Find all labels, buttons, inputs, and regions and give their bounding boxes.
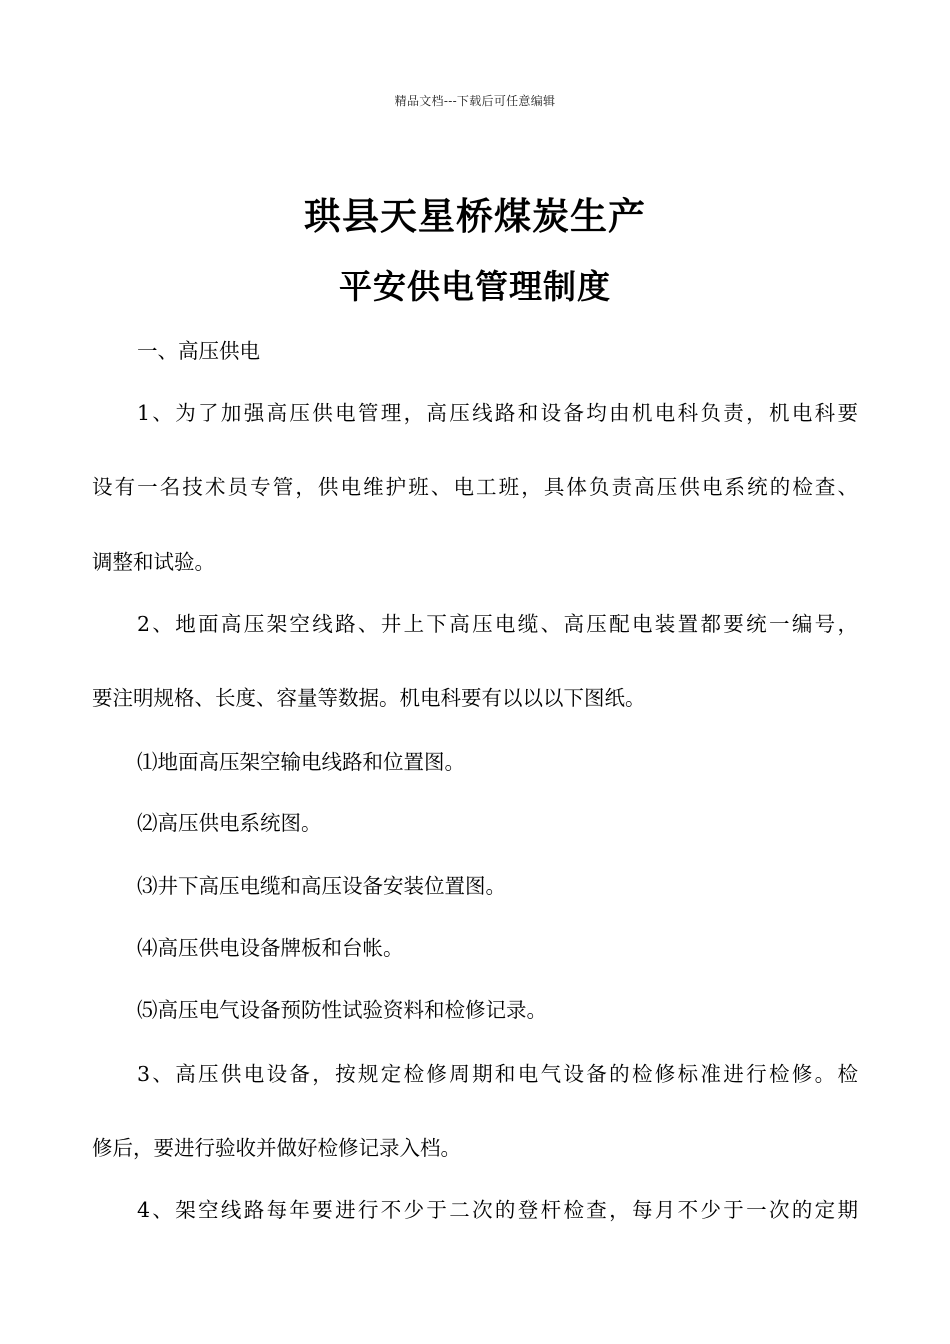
- list-item: ⑶井下高压电缆和高压设备安装位置图。: [137, 874, 506, 898]
- list-item: ⑸高压电气设备预防性试验资料和检修记录。: [137, 998, 547, 1022]
- paragraph-1-line-1: 1、为了加强高压供电管理，高压线路和设备均由机电科负责，机电科要: [137, 401, 858, 425]
- paragraph-2-line-1: 2、地面高压架空线路、井上下高压电缆、高压配电装置都要统一编号，: [137, 612, 858, 636]
- paragraph-1-line-2: 设有一名技术员专管，供电维护班、电工班，具体负责高压供电系统的检查、: [92, 475, 858, 499]
- header-note: 精品文档---下载后可任意编辑: [394, 94, 556, 108]
- paragraph-2-line-2: 要注明规格、长度、容量等数据。机电科要有以以以下图纸。: [92, 686, 646, 710]
- document-title-line-2: 平安供电管理制度: [339, 267, 611, 306]
- paragraph-3-line-2: 修后，要进行验收并做好检修记录入档。: [92, 1136, 461, 1160]
- section-heading: 一、高压供电: [137, 339, 260, 363]
- list-item: ⑷高压供电设备牌板和台帐。: [137, 936, 404, 960]
- list-item: ⑵高压供电系统图。: [137, 811, 322, 835]
- paragraph-3-line-1: 3、高压供电设备，按规定检修周期和电气设备的检修标准进行检修。检: [137, 1062, 858, 1086]
- list-item: ⑴地面高压架空输电线路和位置图。: [137, 750, 465, 774]
- paragraph-4-line-1: 4、架空线路每年要进行不少于二次的登杆检查，每月不少于一次的定期: [137, 1198, 858, 1222]
- document-title-line-1: 珙县天星桥煤炭生产: [304, 194, 646, 238]
- paragraph-1-line-3: 调整和试验。: [92, 550, 215, 574]
